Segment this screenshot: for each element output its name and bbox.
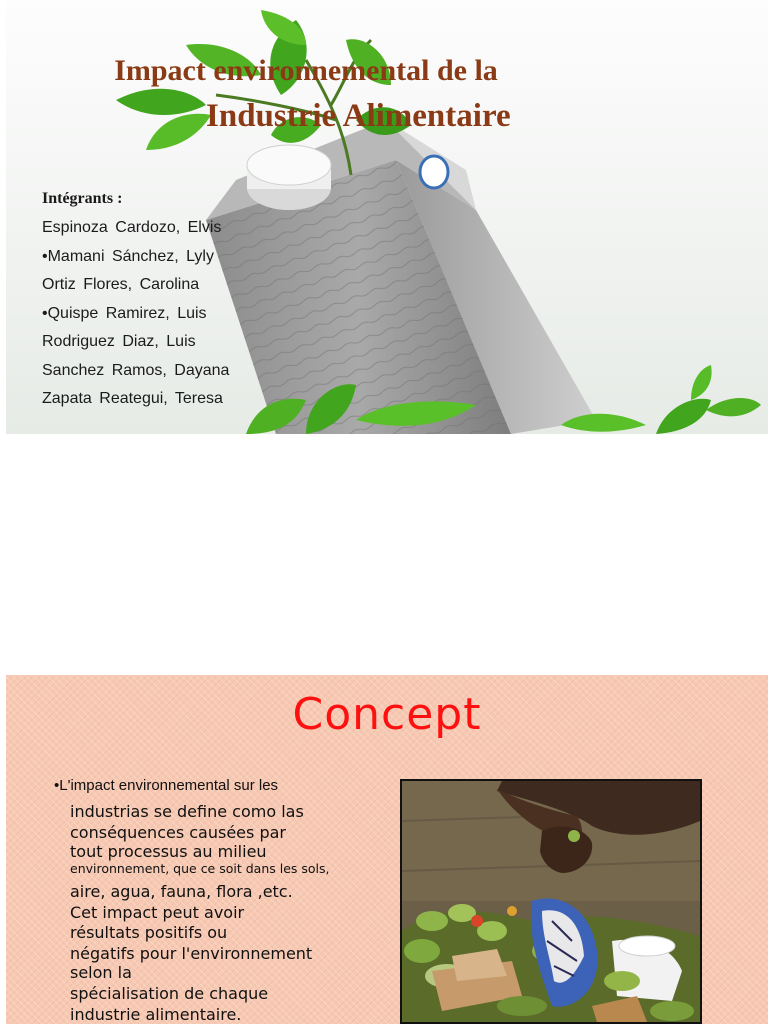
- body-line: industrias se define como las: [70, 802, 304, 821]
- slide-title-line-1: Impact environnemental de la: [114, 54, 498, 87]
- slide-title-line-2: Industrie Alimentaire: [206, 98, 511, 134]
- body-line: environnement, que ce soit dans les sols,: [70, 861, 330, 876]
- concept-body-text: [54, 775, 394, 1024]
- food-waste-photo: [400, 779, 702, 1024]
- title-slide: [6, 0, 768, 434]
- food-waste-illustration: [402, 781, 700, 1022]
- body-line: conséquences causées par: [70, 822, 286, 842]
- members-list: [42, 214, 229, 414]
- body-line: résultats positifs ou: [70, 923, 228, 942]
- member-name: •Quispe Ramirez, Luis: [42, 304, 207, 322]
- body-line: tout processus au milieu: [70, 842, 267, 861]
- body-line: selon la: [70, 963, 132, 982]
- member-name: Zapata Reategui, Teresa: [42, 390, 223, 407]
- body-line: •L'impact environnemental sur les: [54, 777, 279, 794]
- member-name: Ortiz Flores, Carolina: [42, 276, 200, 293]
- concept-title: Concept: [292, 689, 482, 740]
- body-line: industrie alimentaire.: [70, 1004, 242, 1024]
- concept-slide: [6, 675, 768, 1024]
- member-name: Sanchez Ramos, Dayana: [42, 361, 230, 379]
- body-line: négatifs pour l'environnement: [70, 943, 313, 963]
- body-line: spécialisation de chaque: [70, 984, 269, 1003]
- member-name: •Mamani Sánchez, Lyly: [42, 247, 214, 265]
- member-name: Rodriguez Diaz, Luis: [42, 333, 196, 350]
- body-line: Cet impact peut avoir: [70, 902, 245, 922]
- members-heading: Intégrants :: [42, 190, 123, 207]
- member-name: Espinoza Cardozo, Elvis: [42, 219, 222, 236]
- body-line: aire, agua, fauna, flora ,etc.: [70, 882, 293, 901]
